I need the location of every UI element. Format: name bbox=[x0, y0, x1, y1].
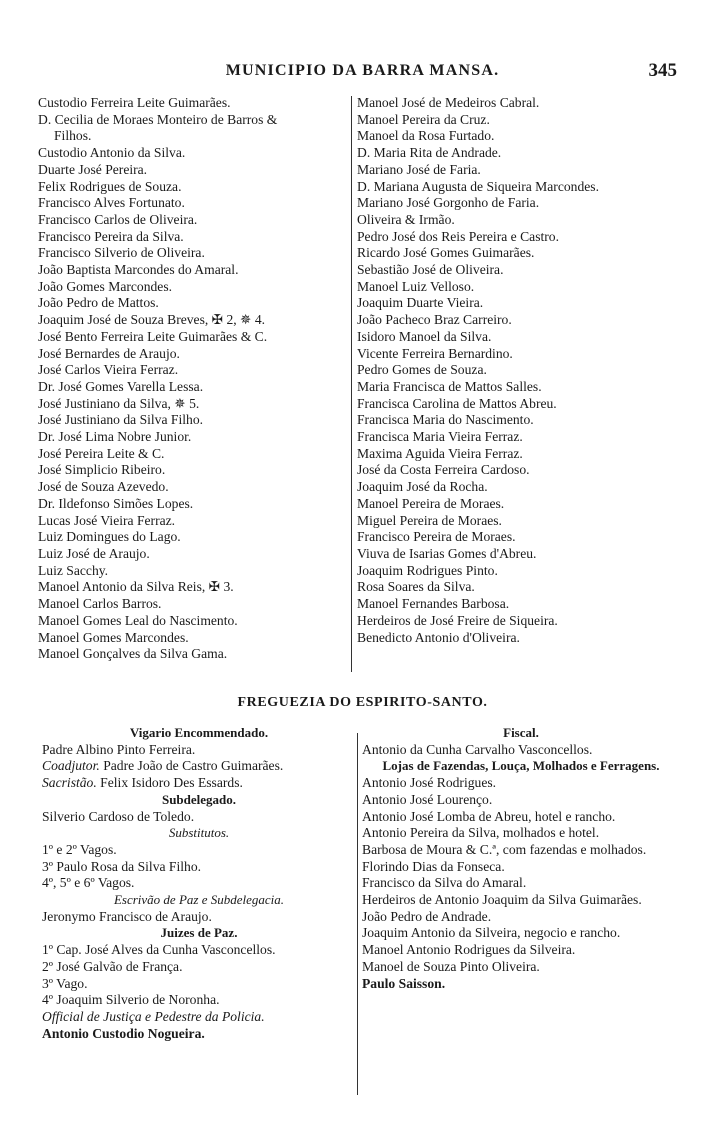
list-item: D. Mariana Augusta de Siqueira Marcondes. bbox=[357, 178, 599, 194]
column-divider bbox=[357, 733, 358, 1095]
list-item: José Simplicio Ribeiro. bbox=[38, 462, 166, 478]
list-item: José Justiniano da Silva Filho. bbox=[38, 412, 204, 428]
list-item: 2º José Galvão de França. bbox=[42, 958, 183, 974]
lojas-heading: Lojas de Fazendas, Louça, Molhados e Ferragens. bbox=[382, 758, 660, 774]
list-item: 3º Paulo Rosa da Silva Filho. bbox=[42, 858, 202, 874]
list-item: Antonio Pereira da Silva, molhados e hotel. bbox=[362, 825, 600, 841]
list-item: Sebastião José de Oliveira. bbox=[357, 262, 504, 278]
sacristao-label: Sacristão. bbox=[42, 775, 97, 791]
list-item: 3º Vago. bbox=[42, 975, 88, 991]
list-item: João Pacheco Braz Carreiro. bbox=[357, 312, 512, 328]
subdelegado-heading: Subdelegado. bbox=[161, 791, 237, 807]
list-item: José Justiniano da Silva, ✵ 5. bbox=[38, 395, 200, 411]
official-name: Antonio Custodio Nogueira. bbox=[42, 1025, 205, 1041]
list-item: Mariano José de Faria. bbox=[357, 161, 481, 177]
list-item: Francisco da Silva do Amaral. bbox=[362, 875, 527, 891]
list-item: José Bernardes de Araujo. bbox=[38, 345, 180, 361]
list-item: Manoel Luiz Velloso. bbox=[357, 278, 475, 294]
list-item: Manoel Pereira de Moraes. bbox=[357, 495, 505, 511]
commerce-column bbox=[362, 725, 680, 992]
list-item: Antonio José Rodrigues. bbox=[362, 775, 497, 791]
list-item: Custodio Ferreira Leite Guimarães. bbox=[38, 95, 231, 110]
top-right-column bbox=[357, 95, 677, 646]
list-item: Antonio José Lourenço. bbox=[362, 791, 493, 807]
escrivao-name: Jeronymo Francisco de Araujo. bbox=[42, 908, 212, 924]
list-item: Isidoro Manoel da Silva. bbox=[357, 328, 492, 344]
list-item: Custodio Antonio da Silva. bbox=[38, 145, 186, 161]
list-item: Francisco Pereira da Silva. bbox=[38, 228, 184, 244]
list-item: Herdeiros de José Freire de Siqueira. bbox=[357, 612, 558, 628]
list-item: Manoel da Rosa Furtado. bbox=[357, 128, 495, 144]
subdelegado-name: Silverio Cardoso de Toledo. bbox=[42, 808, 195, 824]
list-item: Pedro José dos Reis Pereira e Castro. bbox=[357, 228, 559, 244]
running-title: MUNICIPIO DA BARRA MANSA. bbox=[225, 62, 500, 79]
page-header bbox=[0, 60, 725, 90]
list-item: José da Costa Ferreira Cardoso. bbox=[357, 462, 530, 478]
fiscal-heading: Fiscal. bbox=[503, 725, 539, 740]
list-item: Francisca Maria Vieira Ferraz. bbox=[357, 429, 523, 445]
list-item: Dr. José Gomes Varella Lessa. bbox=[38, 378, 204, 394]
substitutos-heading: Substitutos. bbox=[168, 825, 230, 841]
list-item: Manoel Pereira da Cruz. bbox=[357, 111, 490, 127]
list-item: João Gomes Marcondes. bbox=[38, 278, 173, 294]
list-item: Filhos. bbox=[54, 128, 92, 144]
list-item: Manoel Gonçalves da Silva Gama. bbox=[38, 646, 228, 662]
list-item: João Pedro de Mattos. bbox=[38, 295, 159, 311]
list-item: Francisca Maria do Nascimento. bbox=[357, 412, 534, 428]
list-item: Felix Rodrigues de Souza. bbox=[38, 178, 182, 194]
page-number: 345 bbox=[648, 60, 677, 81]
list-item: Lucas José Vieira Ferraz. bbox=[38, 512, 176, 528]
official-heading: Official de Justiça e Pedestre da Policia. bbox=[42, 1008, 265, 1024]
list-item: Maria Francisca de Mattos Salles. bbox=[357, 378, 542, 394]
list-item: João Pedro de Andrade. bbox=[362, 908, 492, 924]
list-item: Manoel Antonio Rodrigues da Silveira. bbox=[362, 942, 576, 958]
list-item: José de Souza Azevedo. bbox=[38, 479, 169, 495]
list-item: Manoel de Souza Pinto Oliveira. bbox=[362, 958, 540, 974]
list-item: 1º e 2º Vagos. bbox=[42, 841, 117, 857]
list-item: Manoel Fernandes Barbosa. bbox=[357, 596, 510, 612]
list-item: 4º Joaquim Silverio de Noronha. bbox=[42, 992, 220, 1008]
list-item: Manoel Antonio da Silva Reis, ✠ 3. bbox=[38, 579, 234, 595]
list-item: Francisco Silverio de Oliveira. bbox=[38, 245, 205, 261]
list-item: Vicente Ferreira Bernardino. bbox=[357, 345, 513, 361]
list-item: Luiz Sacchy. bbox=[38, 562, 109, 578]
list-item: Miguel Pereira de Moraes. bbox=[357, 512, 502, 528]
list-item: Joaquim José da Rocha. bbox=[357, 479, 488, 495]
list-item: Paulo Saisson. bbox=[362, 975, 446, 991]
vigario-heading: Vigario Encommendado. bbox=[129, 725, 269, 740]
coadjutor-label: Coadjutor. bbox=[42, 758, 100, 774]
top-left-column bbox=[38, 95, 350, 663]
list-item: Manoel José de Medeiros Cabral. bbox=[357, 95, 540, 110]
list-item: Mariano José Gorgonho de Faria. bbox=[357, 195, 540, 211]
list-item: Oliveira & Irmão. bbox=[357, 211, 455, 227]
list-item: Maxima Aguida Vieira Ferraz. bbox=[357, 445, 523, 461]
officials-column bbox=[42, 725, 356, 1042]
list-item: Francisco Pereira de Moraes. bbox=[357, 529, 516, 545]
list-item: Dr. José Lima Nobre Junior. bbox=[38, 429, 192, 445]
column-divider bbox=[351, 96, 352, 672]
list-item: Manoel Gomes Marcondes. bbox=[38, 629, 189, 645]
list-item: José Pereira Leite & C. bbox=[38, 445, 165, 461]
list-item: Barbosa de Moura & C.ª, com fazendas e molhados. bbox=[362, 841, 647, 857]
coadjutor-name: Padre João de Castro Guimarães. bbox=[103, 758, 284, 774]
list-item: D. Cecilia de Moraes Monteiro de Barros & bbox=[38, 111, 278, 127]
coadjutor-line bbox=[42, 758, 356, 775]
list-item: Herdeiros de Antonio Joaquim da Silva Guimarães. bbox=[362, 892, 642, 908]
sacristao-name: Felix Isidoro Des Essards. bbox=[100, 775, 243, 791]
list-item: 4º, 5º e 6º Vagos. bbox=[42, 875, 135, 891]
section-title: FREGUEZIA DO ESPIRITO-SANTO. bbox=[237, 695, 488, 710]
list-item: Luiz Domingues do Lago. bbox=[38, 529, 181, 545]
list-item: Pedro Gomes de Souza. bbox=[357, 362, 487, 378]
list-item: José Bento Ferreira Leite Guimarães & C. bbox=[38, 328, 268, 344]
list-item: Francisco Alves Fortunato. bbox=[38, 195, 185, 211]
vigario-name: Padre Albino Pinto Ferreira. bbox=[42, 741, 196, 757]
list-item: Manoel Gomes Leal do Nascimento. bbox=[38, 612, 238, 628]
list-item: Florindo Dias da Fonseca. bbox=[362, 858, 505, 874]
list-item: Joaquim José de Souza Breves, ✠ 2, ✵ 4. bbox=[38, 312, 266, 328]
list-item: Joaquim Duarte Vieira. bbox=[357, 295, 484, 311]
list-item: José Carlos Vieira Ferraz. bbox=[38, 362, 179, 378]
list-item: Antonio José Lomba de Abreu, hotel e rancho. bbox=[362, 808, 616, 824]
list-item: Francisco Carlos de Oliveira. bbox=[38, 211, 198, 227]
list-item: Benedicto Antonio d'Oliveira. bbox=[357, 629, 520, 645]
escrivao-heading: Escrivão de Paz e Subdelegacia. bbox=[113, 892, 285, 908]
list-item: João Baptista Marcondes do Amaral. bbox=[38, 262, 239, 278]
list-item: Duarte José Pereira. bbox=[38, 161, 148, 177]
list-item: Manoel Carlos Barros. bbox=[38, 596, 162, 612]
fiscal-name: Antonio da Cunha Carvalho Vasconcellos. bbox=[362, 741, 593, 757]
list-item: D. Maria Rita de Andrade. bbox=[357, 145, 502, 161]
list-item: Viuva de Isarias Gomes d'Abreu. bbox=[357, 545, 537, 561]
list-item: Dr. Ildefonso Simões Lopes. bbox=[38, 495, 194, 511]
list-item: Joaquim Rodrigues Pinto. bbox=[357, 562, 498, 578]
list-item: 1º Cap. José Alves da Cunha Vasconcellos. bbox=[42, 942, 276, 958]
list-item: Ricardo José Gomes Guimarães. bbox=[357, 245, 535, 261]
juizes-heading: Juizes de Paz. bbox=[160, 925, 238, 941]
list-item: Rosa Soares da Silva. bbox=[357, 579, 475, 595]
list-item: Joaquim Antonio da Silveira, negocio e rancho. bbox=[362, 925, 621, 941]
sacristao-line bbox=[42, 775, 356, 792]
list-item: Luiz José de Araujo. bbox=[38, 545, 150, 561]
list-item: Francisca Carolina de Mattos Abreu. bbox=[357, 395, 557, 411]
